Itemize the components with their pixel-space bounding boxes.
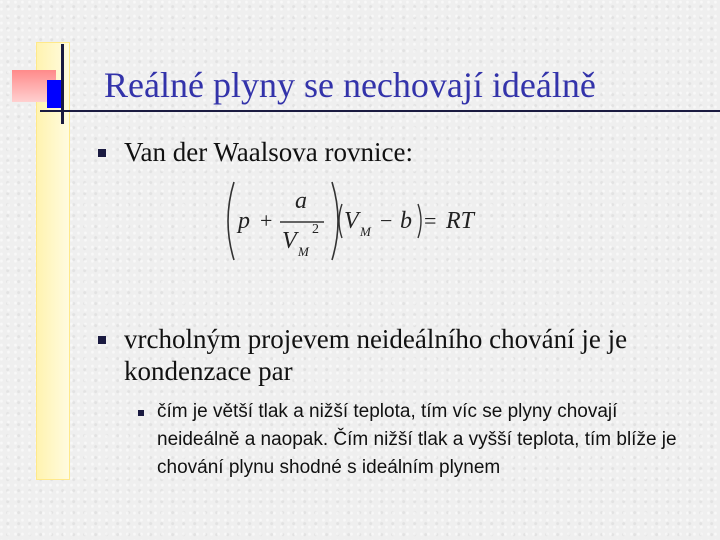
decorative-horizontal-line xyxy=(40,110,720,112)
formula-minus: − xyxy=(380,208,393,233)
formula-vm-denominator: V xyxy=(282,228,297,254)
formula-equals: = xyxy=(424,208,437,233)
bullet-text-kondenzace: vrcholným projevem neideálního chování je je kondenzace par xyxy=(124,324,628,386)
formula-vm: V xyxy=(344,208,359,234)
formula-vm-denominator-sup: 2 xyxy=(312,222,319,237)
decorative-vertical-line xyxy=(61,44,64,124)
bullet-marker xyxy=(98,336,106,344)
formula-p: p xyxy=(238,208,250,234)
bullet-marker xyxy=(98,149,106,157)
formula-b: b xyxy=(400,208,412,234)
formula-plus: + xyxy=(260,208,273,233)
sub-bullet-marker xyxy=(138,410,144,416)
sub-bullet-text: čím je větší tlak a nižší teplota, tím víc se plyny chovají neideálně a naopak. Čím nižší tlak a vyšší teplota, tím blíže je chování plynu shodné s ideálním plynem xyxy=(157,401,677,478)
formula-vm-sub: M xyxy=(360,224,371,239)
formula-vm-denominator-sub: M xyxy=(298,244,309,259)
formula-rt: RT xyxy=(446,208,475,234)
van-der-waals-equation xyxy=(220,178,490,264)
bullet-text-van-der-waals: Van der Waalsova rovnice: xyxy=(124,137,413,167)
formula-a: a xyxy=(295,188,307,214)
slide-title: Reálné plyny se nechovají ideálně xyxy=(104,65,596,105)
